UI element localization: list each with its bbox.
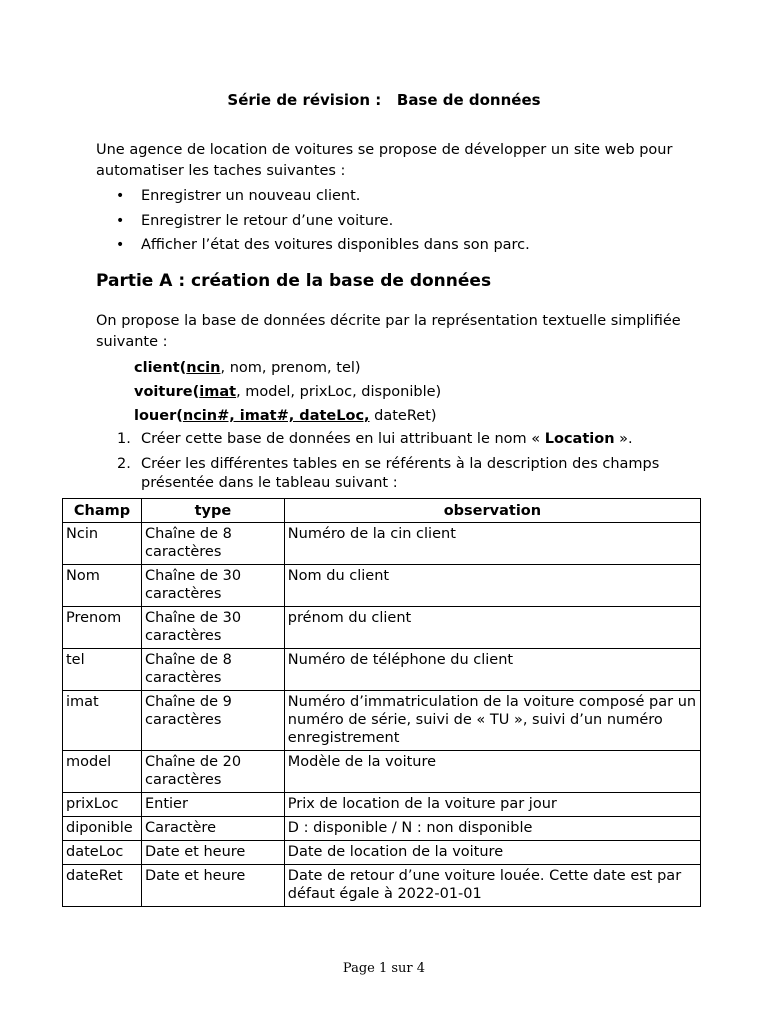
field-observation-cell: Numéro de la cin client [284,523,700,565]
field-observation-cell: Numéro de téléphone du client [284,649,700,691]
table-header-row [63,499,701,523]
schema-description [134,356,441,428]
field-name-cell: Ncin [63,523,142,565]
step-text: Créer les différentes tables en se référents à la description des champs présentée dans le tableau suivant : [141,456,660,491]
field-name-cell: diponible [63,817,142,841]
table-row [63,565,701,607]
intro-paragraph: Une agence de location de voitures se propose de développer un site web pour automatiser les taches suivantes : [96,142,673,179]
step-text-end: ». [614,431,633,447]
task-list [96,184,530,258]
schema-louer [134,404,441,428]
step-number: 2. [117,456,131,472]
field-type-cell: Date et heure [141,865,284,907]
paren: ( [192,384,200,400]
relation-name: client [134,360,180,376]
relation-name: louer [134,408,177,424]
task-item: • Enregistrer un nouveau client. [96,184,530,209]
table-row [63,607,701,649]
field-type-cell: Entier [141,793,284,817]
field-type-cell: Chaîne de 9 caractères [141,691,284,751]
table-row [63,649,701,691]
step-number: 1. [117,431,131,447]
paren: ( [176,408,183,424]
relation-name: voiture [134,384,193,400]
field-observation-cell: prénom du client [284,607,700,649]
field-type-cell: Chaîne de 30 caractères [141,607,284,649]
primary-key: imat [199,384,237,400]
steps-list [96,430,696,499]
field-observation-cell: Prix de location de la voiture par jour [284,793,700,817]
schema-voiture [134,380,441,404]
column-header: Champ [63,499,142,523]
field-name-cell: imat [63,691,142,751]
table-row [63,793,701,817]
column-header: type [141,499,284,523]
attributes: , model, prixLoc, disponible) [236,384,442,400]
table-row [63,751,701,793]
db-name: Location [544,431,615,447]
field-type-cell: Chaîne de 8 caractères [141,649,284,691]
field-observation-cell: Modèle de la voiture [284,751,700,793]
attributes: dateRet) [369,408,437,424]
primary-key: ncin [186,360,221,376]
field-name-cell: prixLoc [63,793,142,817]
field-type-cell: Chaîne de 20 caractères [141,751,284,793]
field-type-cell: Chaîne de 8 caractères [141,523,284,565]
table-row [63,691,701,751]
field-observation-cell: Nom du client [284,565,700,607]
fields-table [62,498,701,907]
table-row [63,817,701,841]
field-name-cell: model [63,751,142,793]
schema-client [134,356,441,380]
step-item [96,430,696,449]
table-row [63,841,701,865]
field-name-cell: tel [63,649,142,691]
field-type-cell: Chaîne de 30 caractères [141,565,284,607]
field-observation-cell: Numéro d’immatriculation de la voiture composé par un numéro de série, suivi de « TU », suivi d’un numéro enregistrement [284,691,700,751]
table-row [63,865,701,907]
paren: ( [179,360,187,376]
step-item [96,455,696,493]
field-name-cell: dateRet [63,865,142,907]
schema-intro: On propose la base de données décrite par la représentation textuelle simplifiée suivante : [96,313,681,350]
step-text: Créer cette base de données en lui attribuant le nom « [141,431,545,447]
field-observation-cell: Date de location de la voiture [284,841,700,865]
primary-key: ncin#, imat#, dateLoc, [182,408,370,424]
field-type-cell: Date et heure [141,841,284,865]
field-observation-cell: D : disponible / N : non disponible [284,817,700,841]
field-name-cell: dateLoc [63,841,142,865]
table-row [63,523,701,565]
task-item: • Enregistrer le retour d’une voiture. [96,209,530,234]
page-footer: Page 1 sur 4 [342,961,426,976]
column-header: observation [284,499,700,523]
page-title: Série de révision : Base de données [227,91,541,109]
field-observation-cell: Date de retour d’une voiture louée. Cette date est par défaut égale à 2022-01-01 [284,865,700,907]
field-name-cell: Nom [63,565,142,607]
field-type-cell: Caractère [141,817,284,841]
field-name-cell: Prenom [63,607,142,649]
attributes: , nom, prenom, tel) [220,360,361,376]
part-a-heading: Partie A : création de la base de données [96,271,492,291]
task-item: • Afficher l’état des voitures disponibles dans son parc. [96,233,530,258]
